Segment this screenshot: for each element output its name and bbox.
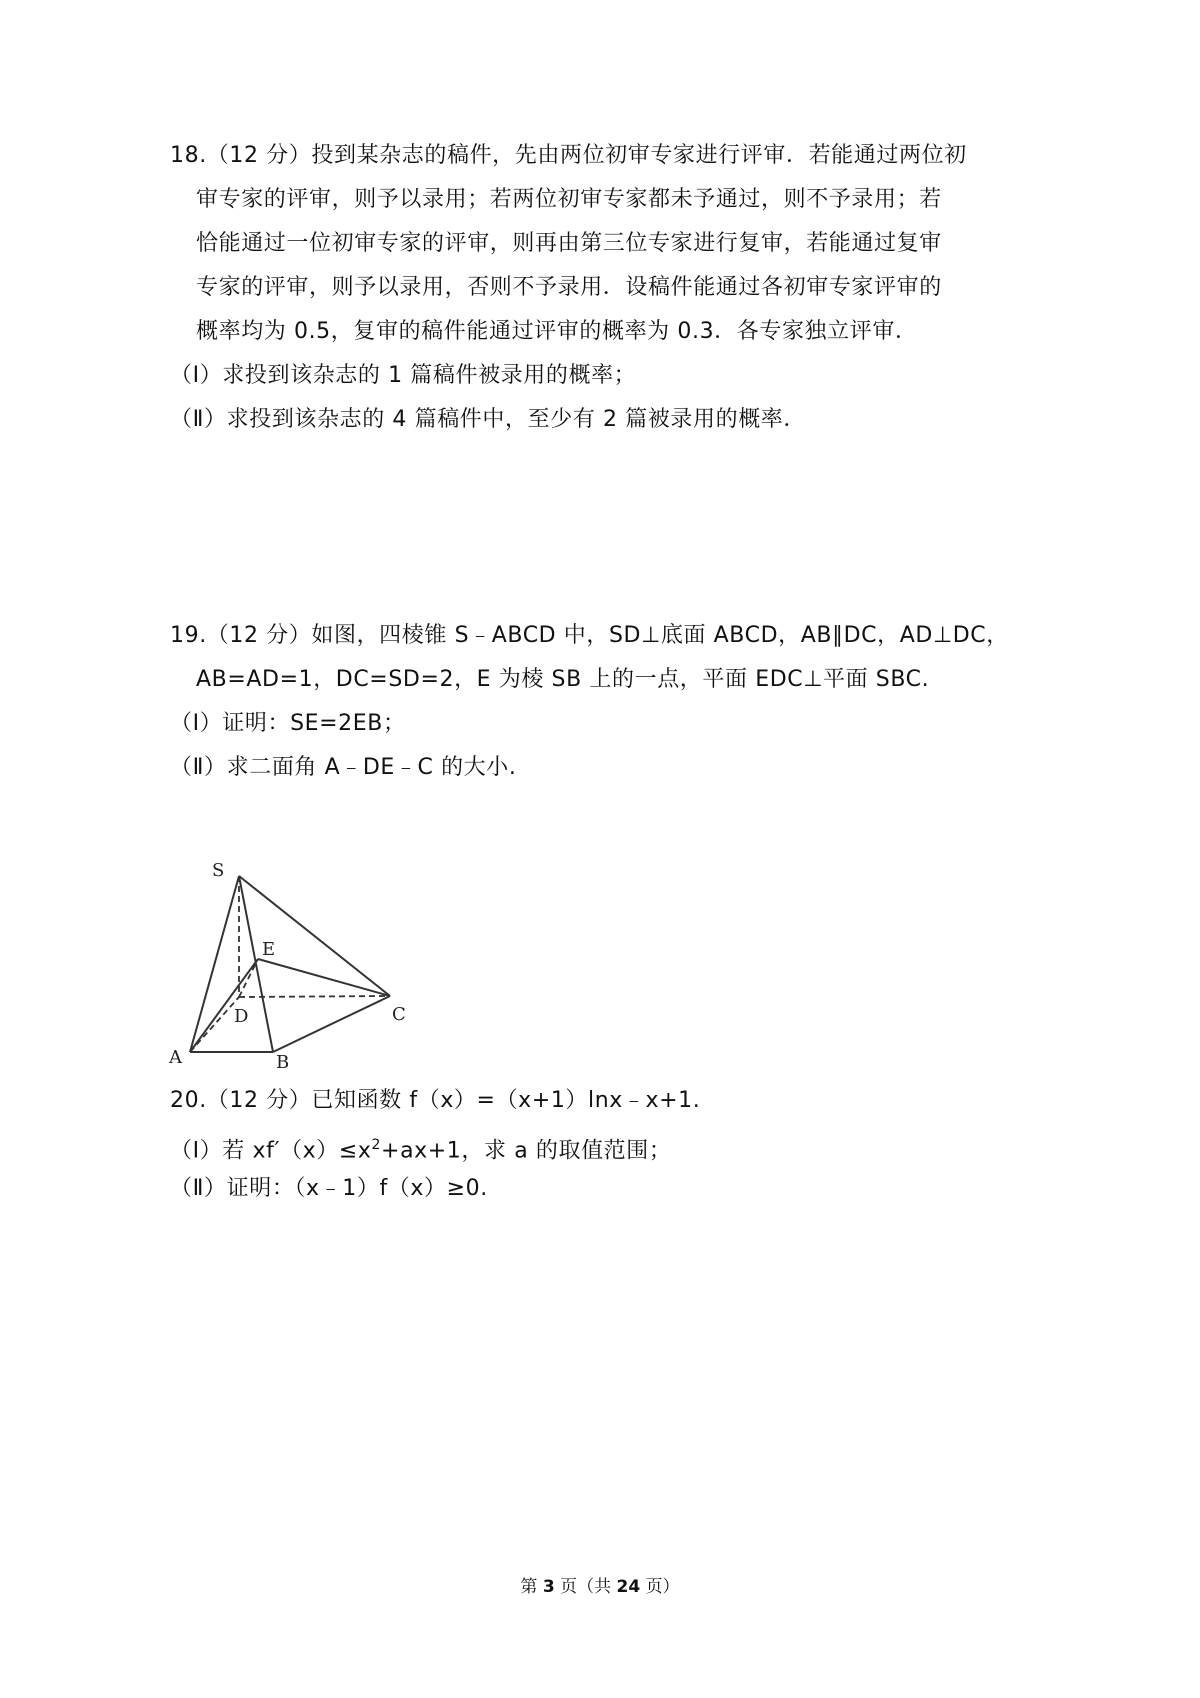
problem-20-part-1-pre: （Ⅰ）若 xf′（x）≤x <box>170 1138 372 1164</box>
footer-prefix: 第 <box>520 1577 538 1597</box>
pyramid-figure <box>169 860 428 1092</box>
edge-EC <box>258 959 390 996</box>
footer-mid: 页（共 <box>560 1577 612 1597</box>
problem-18-part-1: （Ⅰ）求投到该杂志的 1 篇稿件被录用的概率； <box>170 363 637 388</box>
problem-18-stem-line-4: 专家的评审，则予以录用，否则不予录用．设稿件能通过各初审专家评审的 <box>196 275 942 300</box>
problem-18-stem-line-2: 审专家的评审，则予以录用；若两位初审专家都未予通过，则不予录用；若 <box>196 187 942 212</box>
page-footer <box>0 1572 1200 1597</box>
footer-suffix: 页） <box>645 1577 680 1597</box>
edge-BC <box>273 996 390 1052</box>
problem-20-part-1-post: +ax+1，求 a 的取值范围； <box>381 1138 672 1164</box>
footer-total-pages: 24 <box>616 1577 641 1597</box>
problem-18-part-2: （Ⅱ）求投到该杂志的 4 篇稿件中，至少有 2 篇被录用的概率． <box>170 407 806 432</box>
edge-DC <box>239 996 390 997</box>
problem-19-part-2: （Ⅱ）求二面角 A﹣DE﹣C 的大小. <box>170 755 517 780</box>
pyramid-solid-edges <box>190 876 390 1052</box>
problem-18-stem-line-1: 18.（12 分）投到某杂志的稿件，先由两位初审专家进行评审．若能通过两位初 <box>170 143 967 168</box>
problem-19-stem-line-2: AB=AD=1，DC=SD=2，E 为棱 SB 上的一点，平面 EDC⊥平面 SBC. <box>196 667 930 692</box>
problem-18-stem-line-3: 恰能通过一位初审专家的评审，则再由第三位专家进行复审，若能通过复审 <box>196 231 942 256</box>
pyramid-hidden-edges <box>190 876 390 1052</box>
label-B: B <box>276 1052 290 1073</box>
problem-20-stem-line-1: 20.（12 分）已知函数 f（x）=（x+1）lnx﹣x+1. <box>170 1088 701 1113</box>
pyramid-diagram <box>169 860 428 1092</box>
label-C: C <box>392 1004 406 1025</box>
edge-SC <box>239 876 390 996</box>
problem-20-part-1 <box>170 1130 671 1166</box>
footer-page-number: 3 <box>542 1577 555 1597</box>
label-E: E <box>262 939 276 960</box>
edge-SA <box>190 876 239 1052</box>
problem-20-part-2: （Ⅱ）证明：（x﹣1）f（x）≥0. <box>170 1176 488 1201</box>
label-D: D <box>234 1006 249 1027</box>
problem-18-stem-line-5: 概率均为 0.5，复审的稿件能通过评审的概率为 0.3．各专家独立评审． <box>196 319 918 344</box>
problem-19-part-1: （Ⅰ）证明：SE=2EB； <box>170 711 406 736</box>
label-A: A <box>169 1047 182 1068</box>
problem-19-stem-line-1: 19.（12 分）如图，四棱锥 S﹣ABCD 中，SD⊥底面 ABCD，AB∥DC，AD⊥DC， <box>170 623 1009 648</box>
problem-20-part-1-exponent: 2 <box>371 1137 382 1153</box>
label-S: S <box>212 860 225 881</box>
